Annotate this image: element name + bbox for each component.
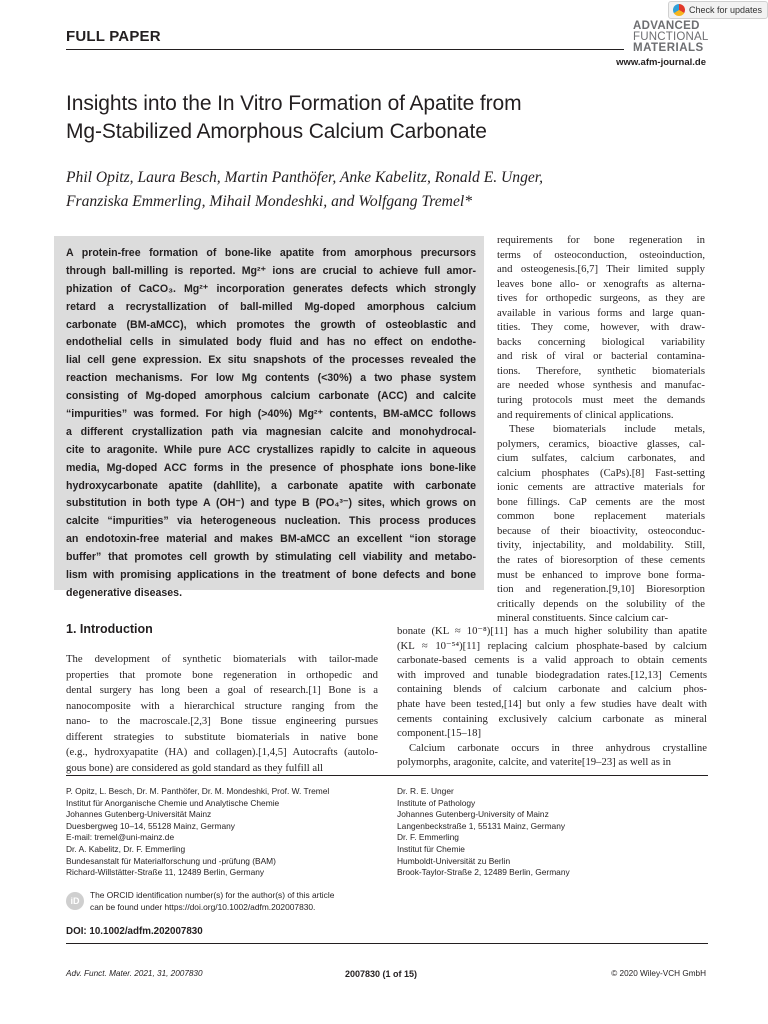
text-line: bonate (KL ≈ 10⁻⁸)[11] has a much higher solubility than apatite [397,625,707,637]
text-line: component.[15–18] [397,727,481,740]
text-line: an endotoxin-free material and makes BM-aMCC an excellent “ion storage [66,533,476,546]
text-line: critically depends on the solubility of the [497,597,705,610]
text-line: buffer” that promotes cell growth by stimulating cell viability and metabo- [66,551,476,564]
doi[interactable]: DOI: 10.1002/adfm.202007830 [66,926,203,937]
text-line: degenerative diseases. [66,586,183,599]
text-line: bone fillings. CaP cements are the most [497,495,705,508]
text-line: must be enhanced to improve bone forma- [497,568,705,581]
text-line: Johannes Gutenberg-University of Mainz [397,809,549,820]
text-line: gous bone) are considered as gold standard as they fulfill all [66,761,324,774]
text-line: E-mail: tremel@uni-mainz.de [66,832,175,843]
text-line: and risk of viral or bacterial contamina- [497,350,705,363]
text-line: polymorphs, aragonite, calcite, and vaterite[19–23] as well as in [397,756,671,769]
text-line: terms of osteoconduction, osteoinduction, [497,248,705,261]
text-line: hydroxycarbonate apatite (dahllite), a carbonate apatite with carbonate [66,479,476,492]
text-line: A protein-free formation of bone-like apatite from amorphous precursors [66,247,476,259]
text-line: the rates of bioresorption of these cements [497,554,705,567]
text-line: carbonate (BM-aMCC), which promotes the growth of osteoblastic and [66,318,476,331]
affiliations-right [397,786,707,879]
orcid-note [90,890,380,913]
abstract-text [66,245,476,603]
text-line: Institute of Pathology [397,797,476,808]
text-line: calcite “impurities” via heterogeneous nucleation. This process produces [66,515,476,528]
text-line: and osteogenesis.[6,7] Their limited supply [497,263,705,276]
text-line: “impurities” was formed. For high (>40%) Mg²⁺ contents, BM-aMCC follows [66,408,476,421]
orcid-icon: iD [66,892,84,910]
text-line: Dr. R. E. Unger [397,786,454,796]
text-line: are needed whose synthesis and manufac- [497,379,705,392]
text-line: with improved and tunable biodegradation rates.[12,13] Cements [397,668,707,681]
section-heading: 1. Introduction [66,622,153,636]
text-line: mineral constituents. Since calcium car- [497,612,669,625]
footer-page: 2007830 (1 of 15) [345,969,418,979]
text-line: dental surgery has long been a goal of research.[1] Bone is a [66,684,378,696]
text-line: Dr. A. Kabelitz, Dr. F. Emmerling [66,843,186,854]
text-line: reaction mechanisms. For low Mg contents (<30%) a two phase system [66,372,476,385]
text-line: backs concerning biological variability [497,335,705,348]
text-line: available in various forms and large quan- [497,306,705,319]
text-line: cium sulfates, calcium carbonates, and [497,452,705,465]
text-line: because of their bioactivity, osteoconduc- [497,524,705,537]
affiliation-rule [66,775,708,776]
text-line: different strategies to substitute biomaterials in native bone [66,730,378,743]
text-line: P. Opitz, L. Besch, Dr. M. Panthöfer, Dr. M. Mondeshki, Prof. W. Tremel [66,786,330,796]
text-line: tities. They come, however, with draw- [497,321,705,334]
text-line: and requirements of clinical applications. [497,408,674,421]
text-line: common bone replacement materials [497,510,705,523]
text-line: cite to aragonite. While pure ACC crystallizes rapidly to calcite in aqueous [66,443,476,456]
journal-logo [633,21,708,54]
body-column-right-bottom [397,624,707,770]
text-line: through ball-milling is reported. Mg²⁺ ions are crucial to achieve full amor- [66,264,476,277]
body-column-right-top [497,233,705,626]
text-line: turing protocols must meet the demands [497,394,705,407]
text-line: Langenbeckstraße 1, 55131 Mainz, Germany [397,820,566,831]
journal-url[interactable]: www.afm-journal.de [616,57,706,68]
text-line: calcium phosphates (CaPs).[8] Fast-setting [497,466,705,479]
text-line: carbonate-based cements is a valid approach to obtain cements [397,654,707,667]
footer-copyright: © 2020 Wiley-VCH GmbH [611,969,706,978]
affiliations-left [66,786,376,879]
orcid-note-line[interactable]: can be found under https://doi.org/10.1002/adfm.202007830. [90,901,316,912]
body-column-left [66,652,378,776]
orcid-note-line: The ORCID identification number(s) for the author(s) of this article [90,890,335,900]
text-line: cements containing exclusively calcium carbonate as mineral [397,712,707,725]
text-line: nanocomposite with a hierarchical structure ranging from the [66,699,378,712]
journal-logo-line: MATERIALS [633,42,704,54]
check-for-updates-label: Check for updates [689,5,763,15]
paper-title [66,90,706,146]
text-line: Johannes Gutenberg-Universität Mainz [66,809,212,820]
text-line: ionic cements are attractive materials for [497,481,705,494]
text-line: lism with promising applications in the treatment of bone defects and bone [66,569,476,582]
title-line: Mg-Stabilized Amorphous Calcium Carbonate [66,120,487,143]
check-for-updates-badge[interactable] [668,1,768,19]
header-rule [66,49,624,50]
text-line: retard a recrystallization of ball-milled Mg-doped amorphous calcium [66,300,476,313]
author-list [66,166,706,214]
text-line: endothelial cells in simulated body fluid and has no effect on endothe- [66,336,476,349]
text-line: Richard-Willstätter-Straße 11, 12489 Berlin, Germany [66,867,265,878]
text-line: requirements for bone regeneration in [497,234,705,246]
text-line: nano- to the macroscale.[2,3] Bone tissue engineering pursues [66,715,378,727]
text-line: lial cell gene expression. Ex situ snapshots of the processes revealed the [66,354,476,367]
journal-logo-line: FUNCTIONAL [633,31,709,43]
text-line: a different crystallization path via magnesian calcite and monohydrocal- [66,425,476,438]
text-line: Duesbergweg 10–14, 55128 Mainz, Germany [66,820,235,831]
text-line: tivity, injectability, and moldability. Still, [497,539,705,552]
text-line: (e.g., hydroxyapatite (HA) and collagen).[1,4,5] Autocrafts (autolo- [66,746,378,758]
text-line: These biomaterials include metals, [509,423,705,436]
title-line: Insights into the In Vitro Formation of Apatite from [66,92,522,115]
author-line: Franziska Emmerling, Mihail Mondeshki, and Wolfgang Tremel* [66,193,472,210]
text-line: Humboldt-Universität zu Berlin [397,855,511,866]
text-line: (KL ≈ 10⁻⁵⁴)[11] replacing calcium phosphate-based by calcium [397,639,707,652]
text-line: Calcium carbonate occurs in three anhydrous crystalline [409,741,707,754]
text-line: properties that promote bone regeneration in orthopedic and [66,668,378,681]
crossmark-icon [673,4,685,16]
text-line: Dr. F. Emmerling [397,832,459,843]
text-line: leaves bone allo- or xenografts as alterna- [497,277,705,290]
footer-rule [66,943,708,944]
text-line: tives for orthopedic surgeons, as they are [497,292,705,305]
text-line: Brook-Taylor-Straße 2, 12489 Berlin, Germany [397,867,570,878]
section-label: FULL PAPER [66,28,161,45]
text-line: containing blends of calcium carbonate and calcium phos- [397,683,707,696]
text-line: polymers, ceramics, bioactive glasses, cal- [497,437,705,450]
text-line: substitution in both type A (OH⁻) and type B (PO₄³⁻) sites, which grows on [66,497,476,510]
text-line: tions. Therefore, synthetic biomaterials [497,364,705,377]
text-line: The development of synthetic biomaterials with tailor-made [66,653,378,665]
text-line: consisting of Mg-doped amorphous calcium carbonate (ACC) and calcite [66,390,476,403]
text-line: Institut für Anorganische Chemie und Analytische Chemie [66,797,280,808]
journal-logo-line: ADVANCED [633,20,700,32]
text-line: media, Mg-doped ACC forms in the presence of phosphate ions bone-like [66,461,476,474]
text-line: phization of CaCO₃. Mg²⁺ incorporation generates defects which strongly [66,282,476,295]
text-line: Bundesanstalt für Materialforschung und -prüfung (BAM) [66,855,276,866]
text-line: tion and regeneration.[9,10] Bioresorption [497,583,705,596]
text-line: phate have been tested,[14] but only a few studies have dealt with [397,697,707,710]
text-line: Institut für Chemie [397,843,465,854]
author-line: Phil Opitz, Laura Besch, Martin Panthöfer, Anke Kabelitz, Ronald E. Unger, [66,169,544,186]
footer-citation: Adv. Funct. Mater. 2021, 31, 2007830 [66,969,203,978]
